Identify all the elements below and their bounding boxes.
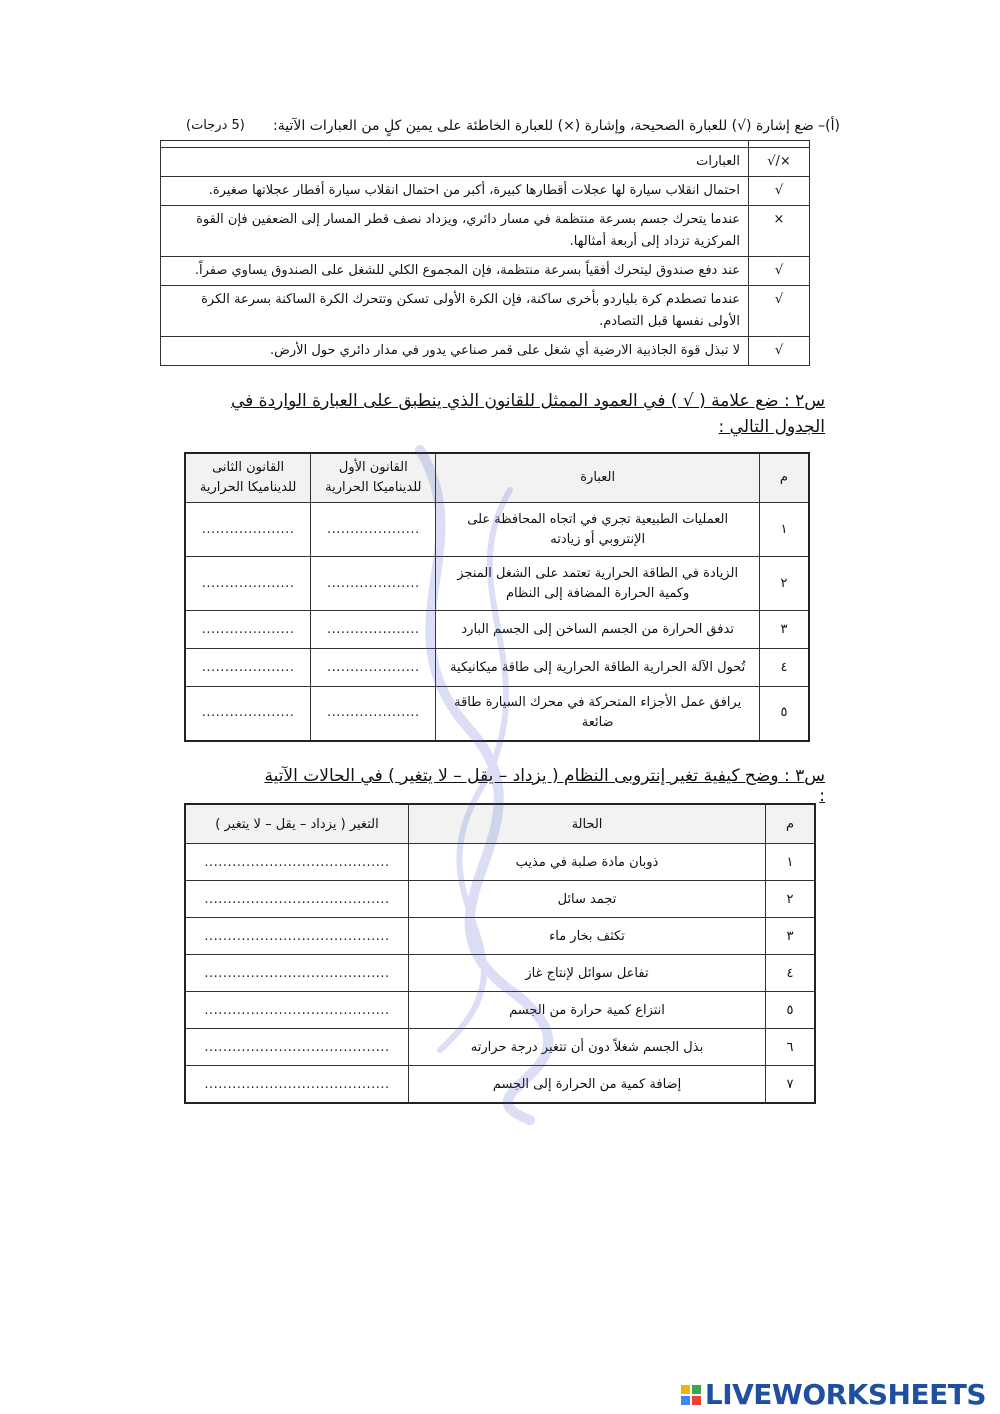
q2-statement: العمليات الطبيعية تجري في اتجاه المحافظة على الإنتروبي أو زيادته: [436, 503, 760, 557]
q1-mark-cell[interactable]: √: [749, 337, 810, 366]
q3-answer[interactable]: ........................................: [185, 881, 409, 918]
q3-case: تجمد سائل: [409, 881, 766, 918]
q2-heading: س٢ : ضع علامة ( √ ) في العمود الممثل للقانون الذي ينطبق على العبارة الواردة في الجدول التالي :: [230, 391, 825, 437]
q1-statement: عند دفع صندوق ليتحرك أفقياً بسرعة منتظمة، فإن المجموع الكلي للشغل على الصندوق يساوي صفراً.: [161, 257, 749, 286]
q3-table: [184, 803, 816, 1104]
q2-statement: يرافق عمل الأجزاء المتحركة في محرك السيارة طاقة ضائعة: [436, 687, 760, 741]
q2-answer-first[interactable]: ....................: [311, 687, 436, 741]
q3-answer[interactable]: ........................................: [185, 844, 409, 881]
q3-heading: س٣ : وضح كيفية تغير إنتروبى النظام ( يزداد – يقل – لا يتغير ) في الحالات الآتية :: [264, 766, 825, 806]
table-row: [185, 687, 809, 741]
q3-row-number: ٣: [766, 918, 816, 955]
q2-row-number: ١: [759, 503, 809, 557]
q1-mark-cell[interactable]: √: [749, 286, 810, 337]
q1-statement: عندما يتحرك جسم بسرعة منتظمة في مسار دائري، ويزداد نصف قطر المسار إلى الضعفين فإن القوة المركزية تزداد إلى أربعة أمثالها.: [161, 206, 749, 257]
q2-statement: تُحول الآلة الحرارية الطاقة الحرارية إلى طاقة ميكانيكية: [436, 649, 760, 687]
q1-header-statement: العبارات: [161, 148, 749, 177]
q1-title: [160, 118, 840, 134]
table-row: [161, 337, 810, 366]
q1-statement: عندما تصطدم كرة بلياردو بأخرى ساكنة، فإن الكرة الأولى تسكن وتتحرك الكرة الساكنة بسرعة الكرة الأولى نفسها قبل التصادم.: [161, 286, 749, 337]
q3-answer[interactable]: ........................................: [185, 1029, 409, 1066]
q1-header-row: [161, 148, 810, 177]
q3-row-number: ٦: [766, 1029, 816, 1066]
table-row: [185, 611, 809, 649]
q1-header-mark: ×/√: [749, 148, 810, 177]
brand-name: LIVEWORKSHEETS: [704, 1378, 986, 1411]
q3-case: ذوبان مادة صلبة في مذيب: [409, 844, 766, 881]
q1-table: [160, 140, 810, 366]
q2-col-statement: العبارة: [436, 453, 760, 503]
q2-row-number: ٢: [759, 557, 809, 611]
q3-case: تكثف بخار ماء: [409, 918, 766, 955]
q1-statement: احتمال انقلاب سيارة لها عجلات أقطارها كبيرة، أكبر من احتمال انقلاب سيارة أقطار عجلاتها صغيرة.: [161, 177, 749, 206]
q3-row-number: ١: [766, 844, 816, 881]
table-row: [185, 649, 809, 687]
q1-mark-cell[interactable]: √: [749, 177, 810, 206]
brand-square: [692, 1396, 701, 1405]
q3-row-number: ٢: [766, 881, 816, 918]
q2-answer-second[interactable]: ....................: [185, 557, 311, 611]
table-row: [185, 844, 815, 881]
q2-col-index: م: [759, 453, 809, 503]
table-row: [185, 1029, 815, 1066]
q2-answer-second[interactable]: ....................: [185, 687, 311, 741]
table-row: [185, 1066, 815, 1104]
q3-answer[interactable]: ........................................: [185, 918, 409, 955]
table-row: [161, 177, 810, 206]
brand-square: [681, 1385, 690, 1394]
liveworksheets-logo: [681, 1378, 986, 1411]
q3-answer[interactable]: ........................................: [185, 1066, 409, 1104]
q3-row-number: ٥: [766, 992, 816, 1029]
q1-statement: لا تبذل قوة الجاذبية الارضية أي شغل على قمر صناعي يدور في مدار دائري حول الأرض.: [161, 337, 749, 366]
q3-case: إضافة كمية من الحرارة إلى الجسم: [409, 1066, 766, 1104]
table-row: [161, 257, 810, 286]
q2-answer-second[interactable]: ....................: [185, 649, 311, 687]
q3-case: انتزاع كمية حرارة من الجسم: [409, 992, 766, 1029]
q3-col-index: م: [766, 804, 816, 844]
q1-mark-cell[interactable]: √: [749, 257, 810, 286]
q3-answer[interactable]: ........................................: [185, 955, 409, 992]
q2-col-second-law: القانون الثانى للديناميكا الحرارية: [185, 453, 311, 503]
q2-answer-first[interactable]: ....................: [311, 503, 436, 557]
q2-table: [184, 452, 810, 742]
q3-header-row: [185, 804, 815, 844]
q3-col-change: التغير ( يزداد – يقل – لا يتغير ): [185, 804, 409, 844]
q3-case: تفاعل سوائل لإنتاج غاز: [409, 955, 766, 992]
q2-answer-first[interactable]: ....................: [311, 649, 436, 687]
brand-square: [681, 1396, 690, 1405]
q1-lead-mark: [749, 141, 810, 148]
table-row: [185, 557, 809, 611]
brand-square: [692, 1385, 701, 1394]
brand-squares-icon: [681, 1385, 701, 1405]
q2-statement: تدفق الحرارة من الجسم الساخن إلى الجسم البارد: [436, 611, 760, 649]
q2-row-number: ٣: [759, 611, 809, 649]
q2-statement: الزيادة في الطاقة الحرارية تعتمد على الشغل المنجز وكمية الحرارة المضافة إلى النظام: [436, 557, 760, 611]
q1-points: (5 درجات): [186, 118, 245, 133]
q3-case: بذل الجسم شغلاً دون أن تتغير درجة حرارته: [409, 1029, 766, 1066]
table-row: [185, 955, 815, 992]
q1-title-text: (أ)– ضع إشارة (√) للعبارة الصحيحة، وإشارة (×) للعبارة الخاطئة على يمين كلٍ من العبارات الآتية:: [273, 118, 840, 134]
q2-answer-second[interactable]: ....................: [185, 611, 311, 649]
q2-answer-second[interactable]: ....................: [185, 503, 311, 557]
q3-row-number: ٧: [766, 1066, 816, 1104]
q2-header-row: [185, 453, 809, 503]
q3-col-case: الحالة: [409, 804, 766, 844]
table-row: [161, 286, 810, 337]
table-row: [185, 881, 815, 918]
q3-row-number: ٤: [766, 955, 816, 992]
q1-mark-cell[interactable]: ×: [749, 206, 810, 257]
table-row: [161, 206, 810, 257]
q2-row-number: ٥: [759, 687, 809, 741]
q2-answer-first[interactable]: ....................: [311, 611, 436, 649]
q1-lead-text: [161, 141, 749, 148]
table-row: [185, 918, 815, 955]
q2-answer-first[interactable]: ....................: [311, 557, 436, 611]
table-row: [185, 992, 815, 1029]
q2-col-first-law: القانون الأول للديناميكا الحرارية: [311, 453, 436, 503]
q2-row-number: ٤: [759, 649, 809, 687]
table-row: [185, 503, 809, 557]
q3-answer[interactable]: ........................................: [185, 992, 409, 1029]
